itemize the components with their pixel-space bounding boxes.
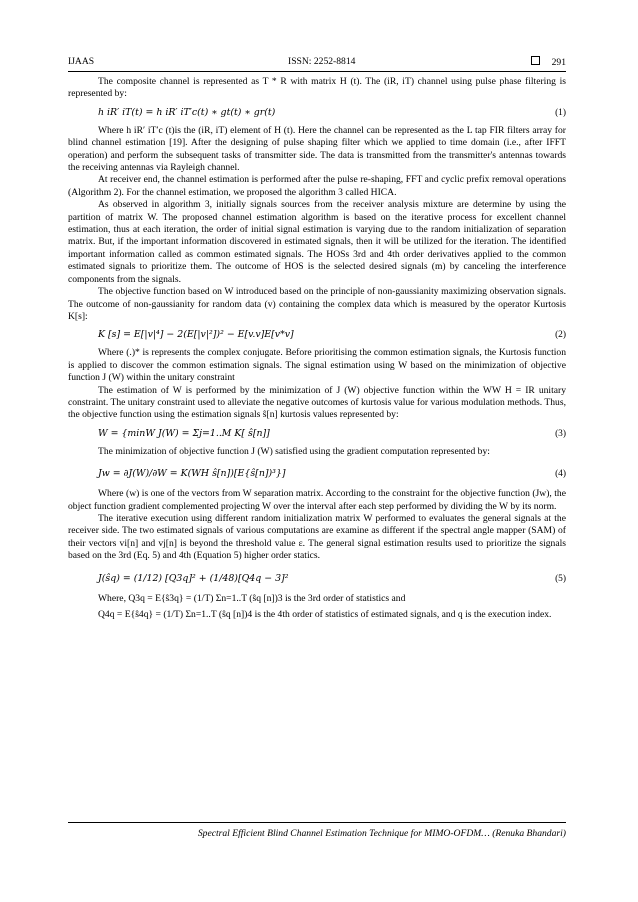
paragraph: The objective function based on W introduced based on the principle of non-gaussianity maximizing observation signals. The outcome of non-gaussianity for random data (v) containing the complex data which is measured by the operator Kurtosis K[s]: (68, 286, 566, 322)
equation-number: (1) (555, 107, 566, 118)
footer-rule (68, 822, 566, 823)
paragraph: Where (w) is one of the vectors from W separation matrix. According to the constraint for the objective function (Jw), the object function gradient complemented projecting W over the interval after each step performed by dividing the W by its norm. (68, 488, 566, 512)
equation-formula: Jw = ∂J(W)/∂W = K(WH ŝ[n])[E{ŝ[n])³}] (98, 468, 286, 480)
paragraph: The estimation of W is performed by the minimization of J (W) objective function within the WW H = IR unitary constraint. The unitary constraint used to alleviate the negative outcomes of kurtosis value for various modulation methods. Thus, the objective function using the estimation signals ŝ[n] kurtosis values represented by: (68, 384, 566, 421)
paragraph-formula: Q4q = E{ŝ4q} = (1/T) Σn=1..T (ŝq [n])4 is the 4th order of statistics of estimated signals, and q is the execution index. (98, 609, 552, 620)
issn: ISSN: 2252-8814 (288, 56, 356, 67)
equation-formula: W = {minW J(W) = Σj=1..M K[ ŝ[n]] (98, 427, 270, 439)
body-text (68, 76, 566, 621)
paragraph: The minimization of objective function J (W) satisfied using the gradient computation represented by: (98, 445, 490, 457)
paragraph: Where h iR′ iT′c (t)is the (iR, iT) element of H (t). Here the channel can be represented as the L tap FIR filters array for blind channel estimation [19]. After the designing of pulse shaping filter which we applied to time domain (i.e., after IFFT operation) and perform the subsequent tasks of transmitter side. The data is transmitted from the transmitter's antennas towards the receiving antennas via Rayleigh channel. (68, 124, 566, 174)
equation-5 (68, 563, 566, 593)
paragraph: The composite channel is represented as T * R with matrix H (t). The (iR, iT) channel using pulse phase filtering is represented by: (68, 76, 566, 100)
equation-3 (68, 422, 566, 446)
paragraph: The iterative execution using different random initialization matrix W performed to evaluates the general signals at the receiver side. The two estimated signals of various computations are examine as different if the spectral angle mapper (SAM) of their vectors vi[n] and vj[n] is beyond the threshold value ε. The general signal estimation results used to prioritize the signals based on the 3rd (Eq. 5) and 4th (Equation 5) higher order statics. (68, 512, 566, 562)
paragraph-formula: Where, Q3q = E{ŝ3q} = (1/T) Σn=1..T (ŝq [n])3 is the 3rd order of statistics and (98, 592, 406, 604)
equation-formula: h iR′ iT(t) = h iR′ iT′c(t) ∗ gt(t) ∗ gr(t) (98, 106, 276, 118)
paragraph: At receiver end, the channel estimation is performed after the pulse re-shaping, FFT and cyclic prefix removal operations (Algorithm 2). For the channel estimation, we proposed the algorithm 3 called HICA. (68, 174, 566, 198)
paragraph: As observed in algorithm 3, initially signals sources from the receiver analysis mixture are determine by using the partition of matrix W. The proposed channel estimation algorithm is based on the iterative process for excellent channel estimation, thus at each iteration, the order of initial signal estimation is varying due to the random initialization of separation matrix. But, if the important information discovered in estimated signals, then it will be utilized for the iteration. The identified important information called as common estimated signals. The HOSs 3rd and 4th order derivatives applied to the common estimated signals to prioritize them. The outcome of HOS is the selected desired signals (m) by canceling the interference components from the signals. (68, 199, 566, 285)
running-footer: Spectral Efficient Blind Channel Estimation Technique for MIMO-OFDM… (Renuka Bhandari) (197, 828, 566, 839)
page-number-group (531, 56, 566, 68)
equation-number: (2) (555, 330, 566, 341)
equation-2 (68, 323, 566, 347)
checkbox-square-icon (531, 56, 540, 65)
equation-number: (3) (555, 428, 566, 439)
equation-number: (5) (555, 573, 566, 584)
running-header (68, 56, 566, 70)
page-number: 291 (551, 57, 566, 68)
equation-4 (68, 458, 566, 488)
equation-number: (4) (555, 469, 566, 480)
equation-formula: K [s] = E[|v|⁴] − 2(E[|v|²])² − E[v.v]E[v*v] (98, 329, 294, 341)
paragraph: Where (.)* is represents the complex conjugate. Before prioritising the common estimation signals, the Kurtosis function is applied to discover the common estimation signals. The signal estimation using W based on the minimization of objective function J (W) within the unitary constraint (68, 347, 566, 384)
journal-name: IJAAS (68, 56, 95, 67)
equation-1 (68, 101, 566, 125)
equation-formula: J(ŝq) = (1/12) [Q3q]² + (1/48)[Q4q − 3]² (98, 572, 289, 584)
header-rule (68, 71, 566, 72)
